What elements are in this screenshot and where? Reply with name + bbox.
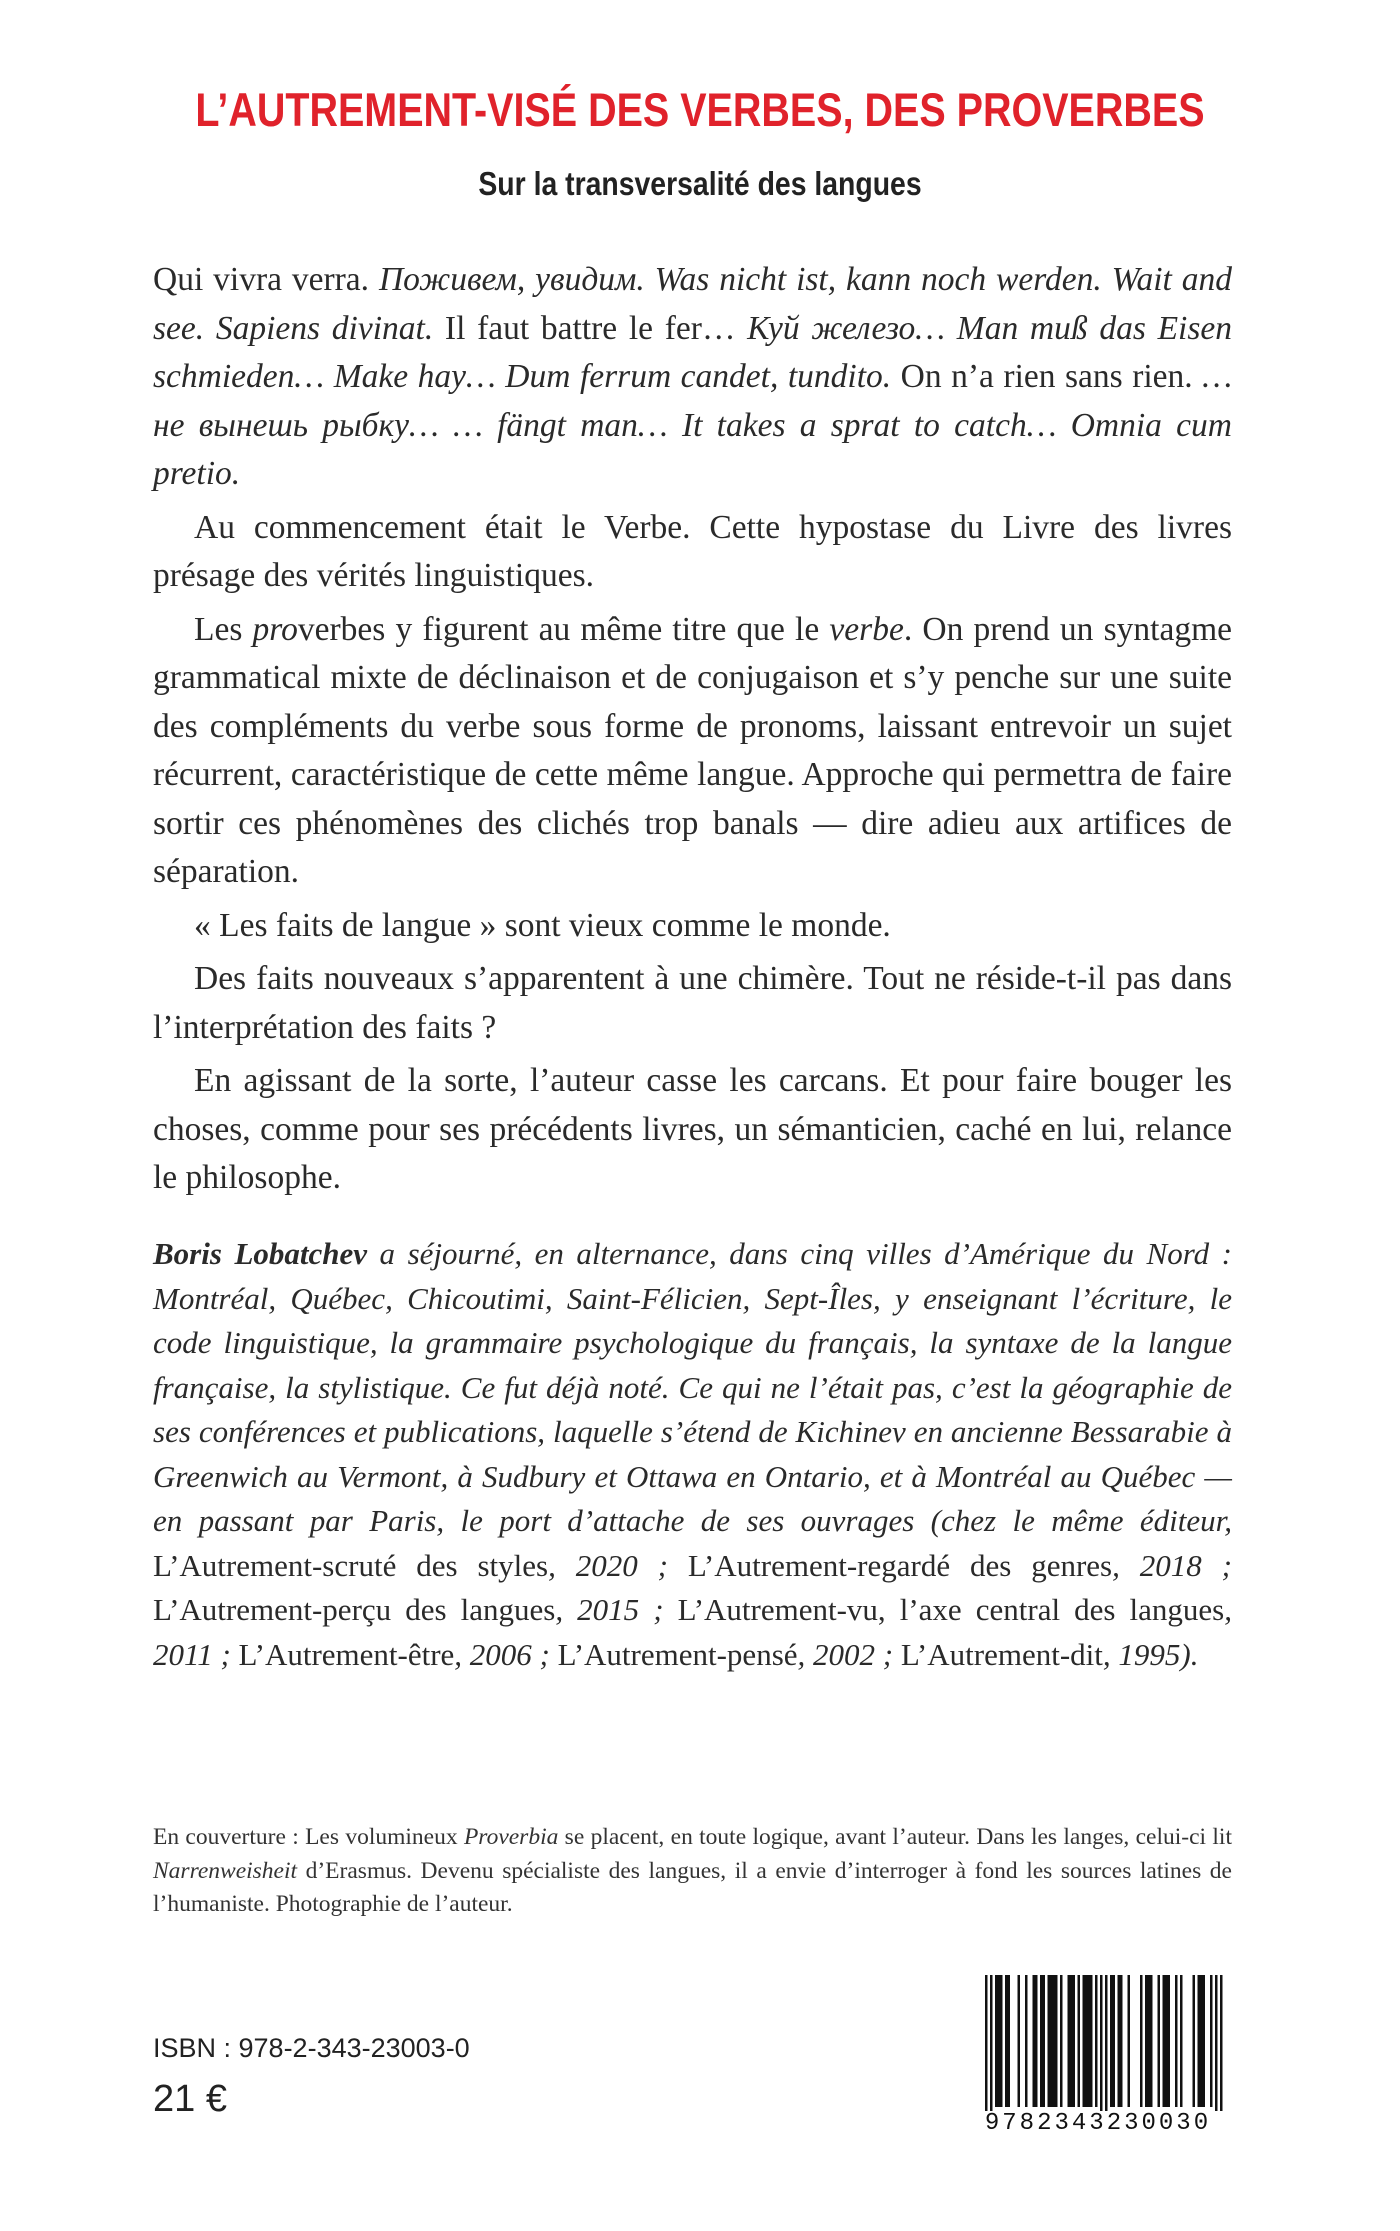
roman-run: Il faut battre le fer… (433, 309, 748, 347)
barcode (963, 1975, 1233, 2137)
roman-run: d’Erasmus. Devenu spécialiste des langues, il a envie d’interroger à fond les sources latines de l’humaniste. Photographie de l’auteur. (153, 1857, 1232, 1917)
barcode-bar (1000, 1975, 1003, 2107)
barcode-bar (1055, 1975, 1058, 2107)
barcode-bar (1060, 1975, 1063, 2107)
barcode-bar (1198, 1975, 1201, 2107)
barcode-bar (1040, 1975, 1043, 2107)
italic-run: … не вынешь рыбку… … fängt man… It takes a sprat to catch… Omnia cum pretio. (153, 358, 1232, 492)
barcode-bar (1100, 1975, 1103, 2115)
roman-run: Qui vivra verra. (153, 261, 379, 298)
italic-run: , 2018 ; (1112, 1547, 1232, 1583)
italic-run: , 1995). (1102, 1636, 1199, 1672)
book-subtitle: Sur la transversalité des langues (478, 165, 922, 202)
barcode-bar (1150, 1975, 1153, 2107)
barcode-bar (1053, 1975, 1056, 2107)
barcode-bar (1203, 1975, 1206, 2107)
barcode-bar (1140, 1975, 1143, 2107)
barcode-bar (1175, 1975, 1178, 2107)
barcode-bar (1005, 1975, 1008, 2107)
barcode-bar (1070, 1975, 1073, 2107)
barcode-bar (1193, 1975, 1196, 2107)
author-bio-text (153, 1236, 1232, 1672)
barcode-bar (1180, 1975, 1183, 2107)
barcode-bar (1168, 1975, 1171, 2107)
italic-run: a séjourné, en alternance, dans cinq villes d’Amérique du Nord : Montréal, Québec, Chicoutimi, Saint-Félicien, Sept-Îles, y enseignant l’écriture, le code linguistique, la grammaire psychologique du français, la syntaxe de la langue française, la stylistique. Ce fut déjà noté. Ce qui ne l’était pas, c’est la géographie de ses conférences et publications, laquelle s’étend de Kichinev en ancienne Bessarabie à Greenwich au Vermont, à Sudbury et Ottawa en Ontario, et à Montréal au Québec — en passant par Paris, le port d’attache de ses ouvrages (chez le même éditeur, (153, 1236, 1232, 1538)
barcode-bar (1110, 1975, 1113, 2107)
barcode-bars (963, 1975, 1233, 2115)
barcode-bar (985, 1975, 988, 2115)
italic-run: , 2011 ; (153, 1592, 1232, 1672)
barcode-bar (1120, 1975, 1123, 2107)
italic-run: Proverbia (463, 1824, 559, 1850)
cover-caption (153, 1821, 1232, 1922)
barcode-bar (1073, 1975, 1076, 2107)
italic-run: Narrenweisheit (153, 1857, 298, 1884)
barcode-digits: 9782343230030 (963, 2111, 1233, 2137)
barcode-bar (1090, 1975, 1093, 2107)
barcode-bar (1165, 1975, 1168, 2107)
italic-run: , 2020 ; (548, 1547, 688, 1583)
italic-run: , 2002 ; (797, 1636, 901, 1672)
blurb-paragraph-3 (153, 606, 1232, 897)
blurb-paragraph-6: En agissant de la sorte, l’auteur casse les carcans. Et pour faire bouger les choses, comme pour ses précédents livres, un sémanticien, caché en lui, relance le philosophe. (153, 1062, 1232, 1196)
barcode-bar (1078, 1975, 1081, 2107)
barcode-bar (998, 1975, 1001, 2107)
barcode-bar (1158, 1975, 1161, 2107)
roman-run: L’Autrement-regardé des genres (687, 1547, 1113, 1583)
barcode-bar (990, 1975, 993, 2115)
barcode-bar (1210, 1975, 1213, 2107)
roman-run: On n’a rien sans rien. (891, 358, 1203, 395)
barcode-bar (1025, 1975, 1028, 2107)
roman-run: L’Autrement-dit (900, 1636, 1103, 1672)
author-bio (153, 1232, 1232, 1677)
isbn: ISBN : 978-2-343-23003-0 (153, 2033, 470, 2063)
barcode-bar (1033, 1975, 1036, 2107)
barcode-bar (1008, 1975, 1011, 2107)
barcode-bar (1018, 1975, 1021, 2107)
roman-run: . On prend un syntagme grammatical mixte de déclinaison et de conjugaison et s’y penche sur une suite des compléments du verbe sous forme de pronoms, laissant entrevoir un sujet récurrent, caractéristique de cette même langue. Approche qui permettra de faire sortir ces phénomènes des clichés trop banals — dire adieu aux artifices de séparation. (153, 610, 1232, 890)
italic-run: verbe (829, 610, 904, 648)
italic-run: , 2015 ; (555, 1592, 678, 1627)
roman-run: Les (194, 610, 253, 648)
barcode-bar (1068, 1975, 1071, 2107)
author-name: Boris Lobatchev (153, 1236, 368, 1271)
barcode-bar (1083, 1975, 1086, 2107)
roman-run: L’Autrement-vu, l’axe central des langues (677, 1592, 1225, 1627)
roman-run: L’Autrement-être (238, 1636, 455, 1672)
blurb-paragraph-4: « Les faits de langue » sont vieux comme le monde. (194, 906, 891, 944)
roman-run: L’Autrement-perçu des langues (153, 1592, 556, 1627)
barcode-bar (1215, 1975, 1218, 2115)
italic-run: pro (252, 610, 298, 648)
roman-run: se placent, en toute logique, avant l’auteur. Dans les langes, celui-ci lit (558, 1824, 1232, 1850)
blurb-paragraph-2: Au commencement était le Verbe. Cette hypostase du Livre des livres présage des vérités linguistiques. (153, 508, 1232, 594)
barcode-bar (1088, 1975, 1091, 2107)
barcode-bar (1043, 1975, 1046, 2107)
italic-run: , 2006 ; (454, 1636, 558, 1672)
barcode-bar (1128, 1975, 1131, 2107)
roman-run: verbes y figurent au même titre que le (297, 610, 830, 648)
barcode-bar (1095, 1975, 1098, 2107)
roman-run: L’Autrement-scruté des styles (153, 1547, 549, 1583)
barcode-bar (995, 1975, 998, 2107)
barcode-bar (1148, 1975, 1151, 2107)
barcode-bar (1085, 1975, 1088, 2107)
blurb-paragraph-5: Des faits nouveaux s’apparentent à une chimère. Tout ne réside-t-il pas dans l’interprétation des faits ? (153, 960, 1232, 1046)
italic-run: Куй железо… Man muß das Eisen schmieden… Make hay… Dum ferrum candet, tundito. (153, 309, 1232, 395)
barcode-bar (1050, 1975, 1053, 2107)
blurb-paragraph-1 (153, 256, 1232, 499)
barcode-bar (1048, 1975, 1051, 2107)
barcode-bar (1105, 1975, 1108, 2115)
barcode-bar (1163, 1975, 1166, 2107)
blurb (153, 256, 1232, 1203)
barcode-bar (1113, 1975, 1116, 2107)
price: 21 € (153, 2078, 227, 2120)
italic-run: Поживем, увидим. Was nicht ist, kann noch werden. Wait and see. Sapiens divinat. (153, 261, 1232, 347)
barcode-bar (1145, 1975, 1148, 2107)
roman-run: En couverture : Les volumineux (153, 1824, 464, 1850)
barcode-bar (1118, 1975, 1121, 2107)
roman-run: L’Autrement-pensé (557, 1636, 798, 1672)
barcode-bar (1035, 1975, 1038, 2107)
barcode-bar (1220, 1975, 1223, 2115)
barcode-bar (1200, 1975, 1203, 2107)
book-title: L’AUTREMENT-VISÉ DES VERBES, DES PROVERBES (195, 83, 1205, 136)
